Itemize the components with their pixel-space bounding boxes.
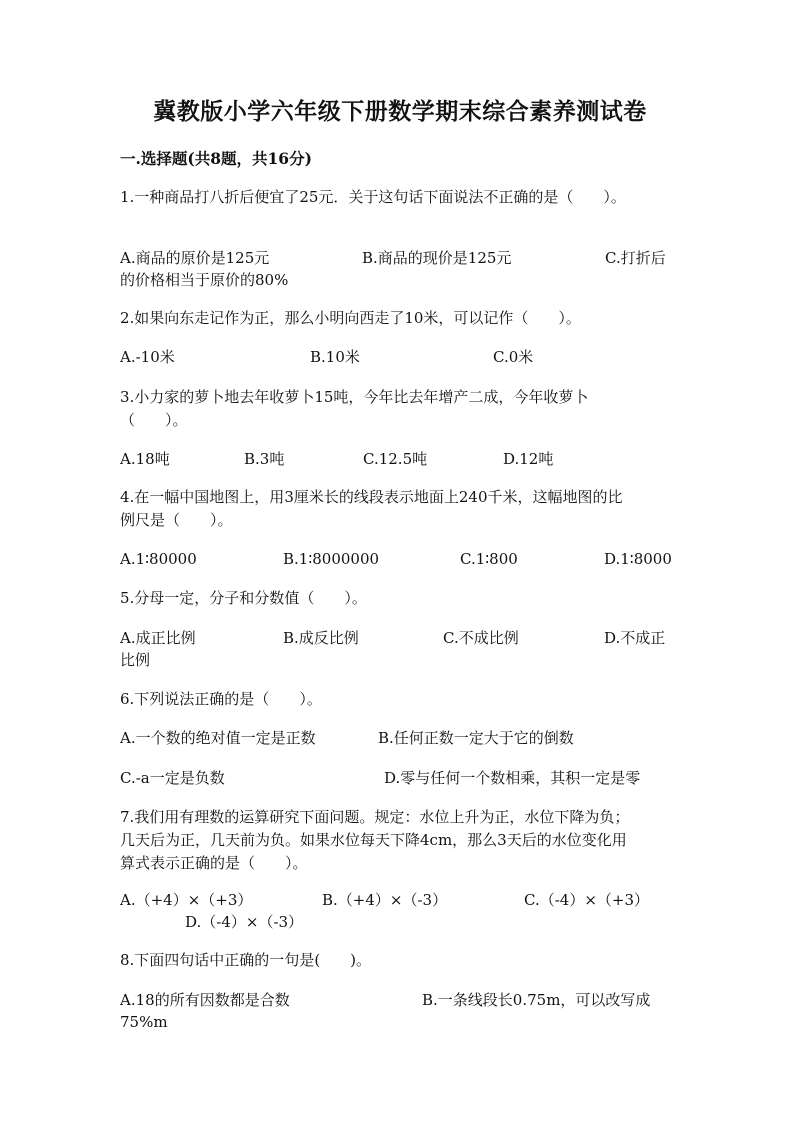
option-c: C.不成比例 — [443, 629, 519, 647]
question-text: 2.如果向东走记作为正，那么小明向西走了10米，可以记作（ ）。 — [120, 309, 581, 327]
option-c: C.1∶800 — [460, 550, 518, 568]
option-b: B.商品的现价是125元 — [362, 249, 512, 267]
option-d: D.1∶8000 — [604, 550, 672, 568]
question-5 — [120, 587, 680, 610]
option-c: C.（-4）×（+3） — [524, 891, 650, 909]
option-b: B.成反比例 — [283, 629, 359, 647]
option-d: D.零与任何一个数相乘，其积一定是零 — [384, 769, 641, 787]
option-b: B.1∶8000000 — [283, 550, 380, 568]
option-b-continued: 75%m — [120, 1013, 168, 1031]
option-a: A.成正比例 — [120, 629, 196, 647]
question-text: （ ）。 — [120, 411, 188, 429]
question-6 — [120, 688, 680, 711]
option-b: B.（+4）×（-3） — [322, 891, 448, 909]
section-heading: 一.选择题(共8题，共16分) — [120, 149, 312, 168]
question-4 — [120, 486, 680, 532]
option-b: B.任何正数一定大于它的倒数 — [378, 729, 574, 747]
question-7 — [120, 806, 680, 875]
option-c: C.12.5吨 — [363, 450, 428, 468]
option-b: B.10米 — [310, 348, 360, 366]
option-d: D.（-4）×（-3） — [185, 913, 304, 931]
option-d: D.不成正 — [604, 629, 666, 647]
option-c: C.打折后 — [605, 249, 666, 267]
question-text: 例尺是（ ）。 — [120, 511, 233, 529]
question-text: 4.在一幅中国地图上，用3厘米长的线段表示地面上240千米，这幅地图的比 — [120, 488, 623, 506]
question-text: 6.下列说法正确的是（ ）。 — [120, 690, 322, 708]
option-a: A.商品的原价是125元 — [120, 249, 270, 267]
option-b: B.3吨 — [244, 450, 285, 468]
option-c: C.0米 — [493, 348, 534, 366]
option-a: A.18吨 — [120, 450, 170, 468]
option-a: A.-10米 — [120, 348, 175, 366]
question-text: 8.下面四句话中正确的一句是( )。 — [120, 951, 372, 969]
option-a: A.（+4）×（+3） — [120, 891, 253, 909]
question-1 — [120, 186, 680, 209]
option-c-continued: 的价格相当于原价的80% — [120, 271, 289, 289]
question-8 — [120, 949, 680, 972]
question-3 — [120, 386, 680, 432]
option-b: B.一条线段长0.75m，可以改写成 — [422, 991, 651, 1009]
option-a: A.一个数的绝对值一定是正数 — [120, 729, 316, 747]
exam-title: 冀教版小学六年级下册数学期末综合素养测试卷 — [153, 98, 647, 125]
question-text: 5.分母一定，分子和分数值（ ）。 — [120, 589, 367, 607]
question-text: 7.我们用有理数的运算研究下面问题。规定：水位上升为正，水位下降为负； — [120, 808, 630, 826]
question-text: 3.小力家的萝卜地去年收萝卜15吨，今年比去年增产二成，今年收萝卜 — [120, 388, 589, 406]
option-c: C.-a一定是负数 — [120, 769, 225, 787]
question-text: 算式表示正确的是（ ）。 — [120, 854, 308, 872]
option-a: A.1∶80000 — [120, 550, 197, 568]
option-a: A.18的所有因数都是合数 — [120, 991, 290, 1009]
option-d-continued: 比例 — [120, 651, 151, 669]
question-2 — [120, 307, 680, 330]
question-text: 几天后为正，几天前为负。如果水位每天下降4cm，那么3天后的水位变化用 — [120, 831, 627, 849]
question-text: 1.一种商品打八折后便宜了25元．关于这句话下面说法不正确的是（ ）。 — [120, 188, 626, 206]
option-d: D.12吨 — [503, 450, 554, 468]
